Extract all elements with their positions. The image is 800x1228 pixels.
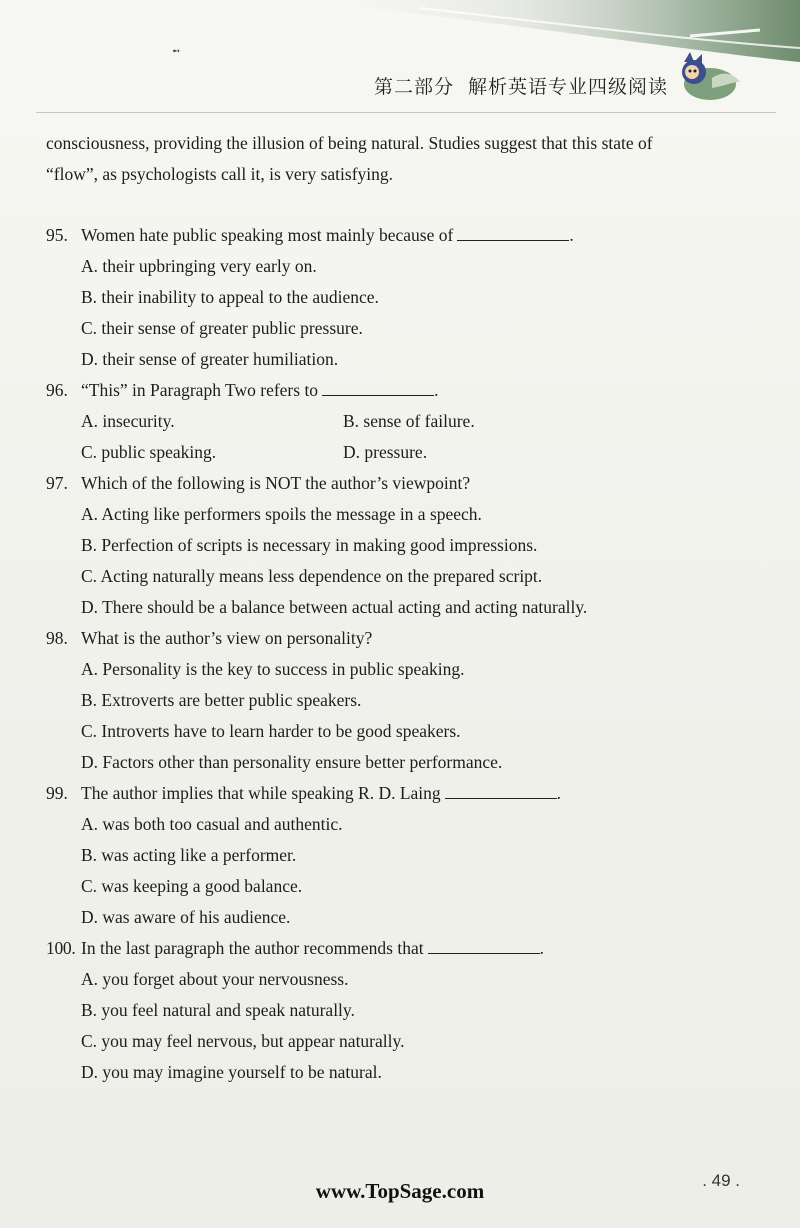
mascot-icon xyxy=(672,48,744,108)
footer-url: www.TopSage.com xyxy=(315,1179,485,1203)
answer-blank xyxy=(322,379,434,396)
page-number: . 49 . xyxy=(702,1171,740,1190)
running-header xyxy=(374,72,668,99)
stray-mark: ➻ xyxy=(172,46,181,57)
option: C. their sense of greater public pressure. xyxy=(81,318,363,338)
question-number: 96. xyxy=(46,380,68,400)
option: C. you may feel nervous, but appear naturally. xyxy=(81,1031,405,1051)
option: A. insecurity. xyxy=(81,411,175,431)
question-stem: “This” in Paragraph Two refers to xyxy=(81,380,319,400)
option: D. you may imagine yourself to be natural. xyxy=(81,1062,382,1082)
option: D. pressure. xyxy=(343,442,428,462)
page-content xyxy=(46,128,746,1088)
passage-line: consciousness, providing the illusion of being natural. Studies suggest that this state of xyxy=(46,133,653,153)
option: A. Personality is the key to success in public speaking. xyxy=(81,659,465,679)
header-part: 第二部分 xyxy=(373,76,454,98)
question-98 xyxy=(46,623,746,778)
option: B. sense of failure. xyxy=(343,411,475,431)
option: D. was aware of his audience. xyxy=(81,907,291,927)
answer-blank xyxy=(445,782,557,799)
question-number: 100. xyxy=(46,938,76,958)
option: A. you forget about your nervousness. xyxy=(81,969,349,989)
question-96 xyxy=(46,375,746,468)
option: B. their inability to appeal to the audience. xyxy=(81,287,379,307)
option: B. Extroverts are better public speakers. xyxy=(81,690,362,710)
header-rule xyxy=(36,112,776,113)
answer-blank xyxy=(457,224,569,241)
question-stem: Women hate public speaking most mainly because of xyxy=(81,225,454,245)
stem-end: . xyxy=(556,783,562,803)
option: D. There should be a balance between actual acting and acting naturally. xyxy=(81,597,588,617)
answer-blank xyxy=(428,937,540,954)
option: C. was keeping a good balance. xyxy=(81,876,303,896)
question-100 xyxy=(46,933,746,1088)
question-number: 99. xyxy=(46,783,68,803)
question-number: 95. xyxy=(46,225,68,245)
option: A. was both too casual and authentic. xyxy=(81,814,343,834)
option: C. Acting naturally means less dependence on the prepared script. xyxy=(81,566,543,586)
question-stem: Which of the following is NOT the author’s viewpoint? xyxy=(81,473,471,493)
question-stem: What is the author’s view on personality? xyxy=(81,628,373,648)
question-stem: In the last paragraph the author recommends that xyxy=(81,938,424,958)
stem-end: . xyxy=(539,938,544,958)
option: D. Factors other than personality ensure better performance. xyxy=(81,752,503,772)
question-99 xyxy=(46,778,746,933)
option: B. Perfection of scripts is necessary in making good impressions. xyxy=(81,535,538,555)
question-stem: The author implies that while speaking R. D. Laing xyxy=(81,783,441,803)
option: D. their sense of greater humiliation. xyxy=(81,349,339,369)
option: C. Introverts have to learn harder to be good speakers. xyxy=(81,721,461,741)
question-number: 97. xyxy=(46,473,68,493)
option: A. Acting like performers spoils the message in a speech. xyxy=(81,504,482,524)
stem-end: . xyxy=(434,380,439,400)
stem-end: . xyxy=(569,225,574,245)
option-row xyxy=(46,437,746,468)
question-97 xyxy=(46,468,746,623)
option-row xyxy=(46,406,746,437)
option: C. public speaking. xyxy=(81,442,217,462)
question-number: 98. xyxy=(46,628,68,648)
passage-line: “flow”, as psychologists call it, is very satisfying. xyxy=(46,164,394,184)
header-section: 解析英语专业四级阅读 xyxy=(467,76,668,98)
question-95 xyxy=(46,220,746,375)
option: B. was acting like a performer. xyxy=(81,845,297,865)
option: B. you feel natural and speak naturally. xyxy=(81,1000,355,1020)
option: A. their upbringing very early on. xyxy=(81,256,317,276)
